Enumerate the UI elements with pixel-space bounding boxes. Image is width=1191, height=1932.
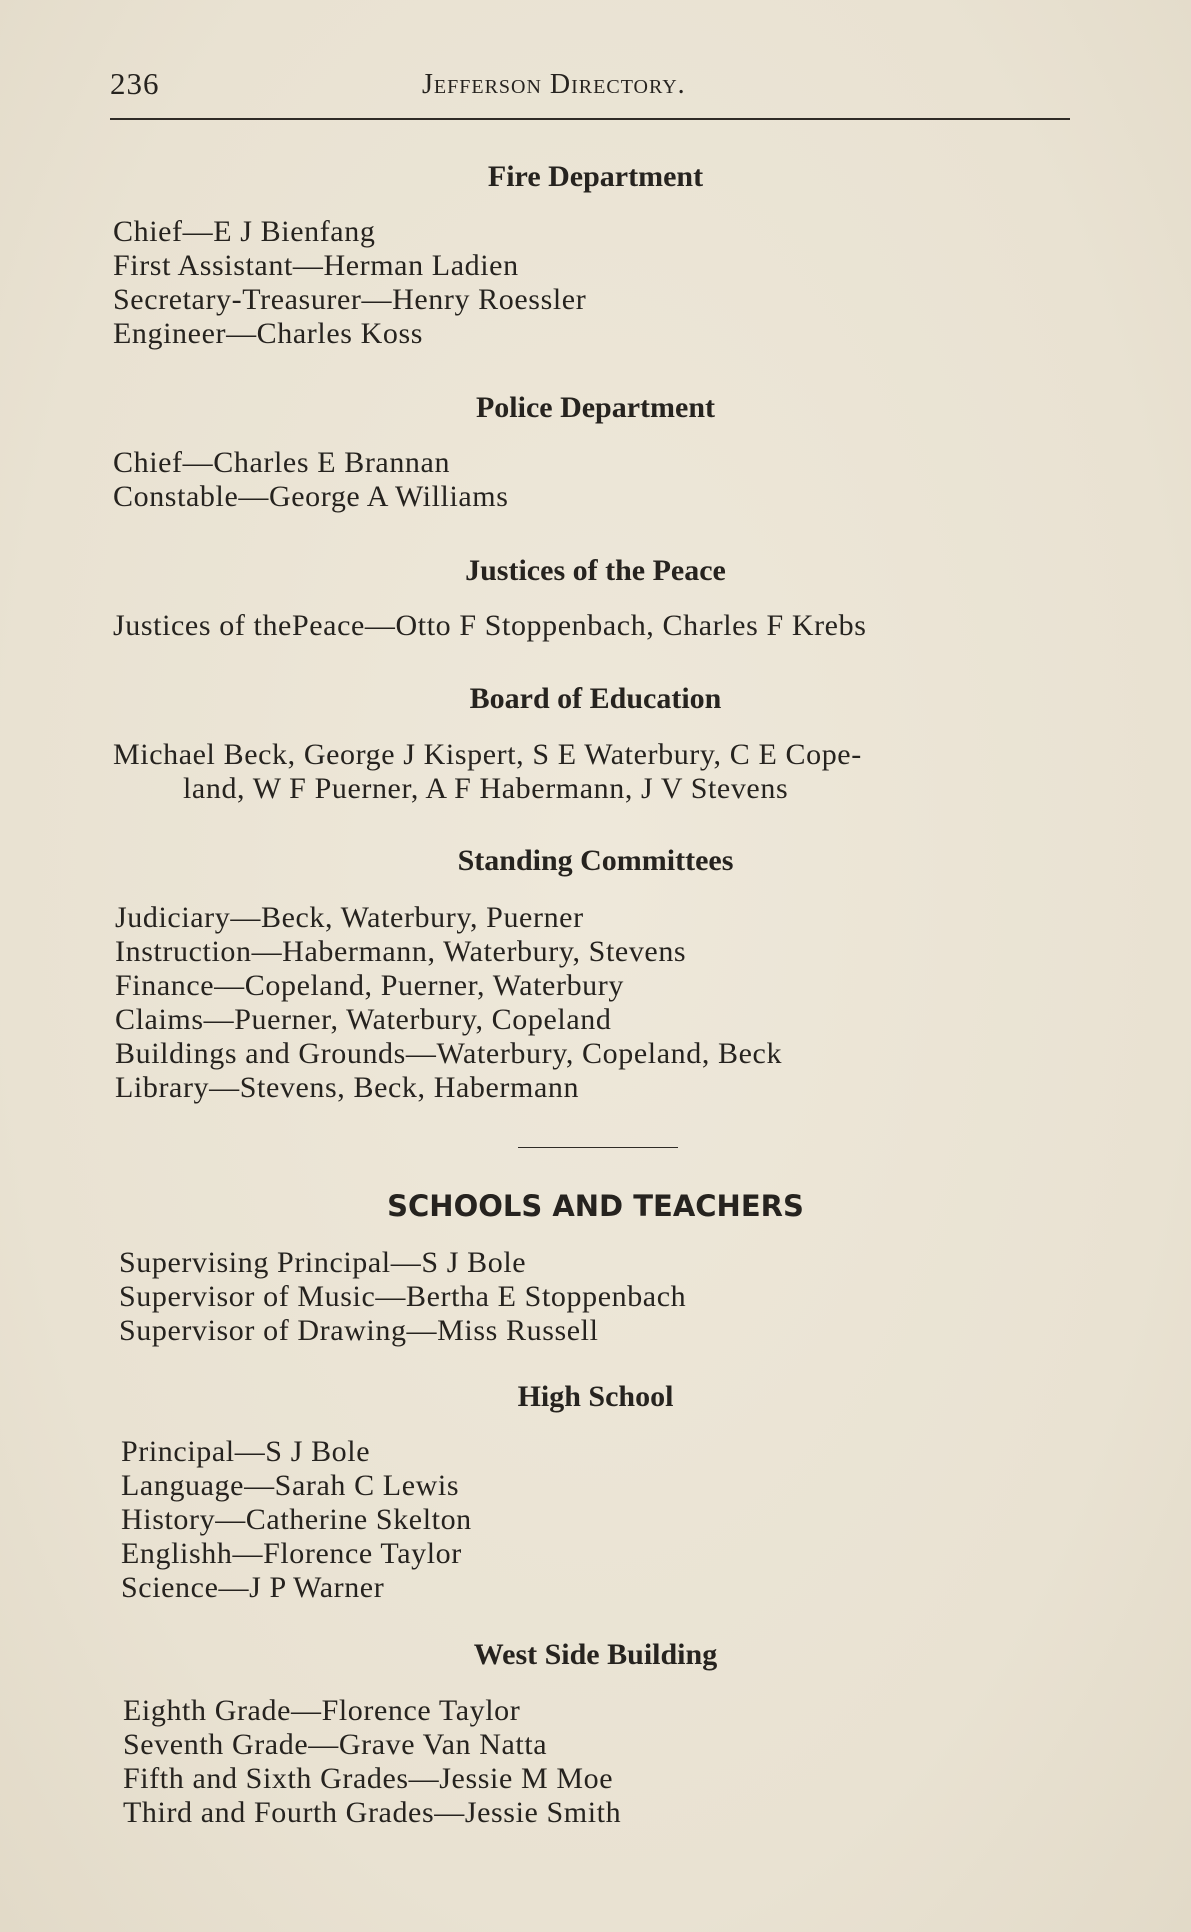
standing-committees-heading: Standing Committees: [457, 844, 734, 877]
justices-list: [113, 609, 866, 643]
list-item: Supervisor of Drawing—Miss Russell: [119, 1314, 599, 1347]
list-item: Englishh—Florence Taylor: [121, 1537, 462, 1570]
list-item: Justices of thePeace—Otto F Stoppenbach, Charles F Krebs: [113, 609, 867, 642]
list-item: First Assistant—Herman Ladien: [113, 249, 519, 282]
list-item: Seventh Grade—Grave Van Natta: [123, 1728, 548, 1761]
list-item: Fifth and Sixth Grades—Jessie M Moe: [123, 1762, 614, 1795]
west-side-building-heading: West Side Building: [473, 1638, 718, 1671]
list-item: Language—Sarah C Lewis: [121, 1469, 460, 1502]
police-department-list: [113, 446, 509, 514]
list-item: Secretary-Treasurer—Henry Roessler: [113, 283, 587, 316]
list-item: History—Catherine Skelton: [121, 1503, 472, 1536]
list-item: Eighth Grade—Florence Taylor: [123, 1694, 521, 1727]
board-of-education-members: [113, 737, 862, 805]
fire-department-heading: Fire Department: [487, 160, 704, 193]
list-item: Finance—Copeland, Puerner, Waterbury: [115, 969, 624, 1002]
board-of-education-heading: Board of Education: [469, 682, 722, 715]
list-item: Science—J P Warner: [121, 1571, 385, 1604]
page-header: [110, 66, 1070, 120]
list-item: Library—Stevens, Beck, Habermann: [115, 1071, 580, 1104]
police-department-heading: Police Department: [475, 391, 716, 424]
justices-heading: Justices of the Peace: [465, 554, 726, 587]
list-item: Principal—S J Bole: [121, 1435, 371, 1468]
list-item: Buildings and Grounds—Waterbury, Copeland, Beck: [115, 1037, 783, 1070]
list-item: Instruction—Habermann, Waterbury, Stevens: [115, 935, 687, 968]
list-item: Judiciary—Beck, Waterbury, Puerner: [115, 901, 584, 934]
list-item: Chief—Charles E Brannan: [113, 446, 451, 479]
list-item: Claims—Puerner, Waterbury, Copeland: [115, 1003, 612, 1036]
list-item: Supervisor of Music—Bertha E Stoppenbach: [119, 1280, 687, 1313]
list-item: Chief—E J Bienfang: [113, 215, 376, 248]
members-line-continued: land, W F Puerner, A F Habermann, J V Stevens: [183, 772, 789, 805]
members-line: Michael Beck, George J Kispert, S E Waterbury, C E Cope-: [113, 738, 862, 771]
list-item: Engineer—Charles Koss: [113, 317, 424, 350]
list-item: Constable—George A Williams: [113, 480, 509, 513]
fire-department-list: [113, 215, 586, 351]
schools-supervisors-list: [119, 1246, 686, 1348]
standing-committees-list: [115, 901, 782, 1105]
high-school-list: [121, 1435, 472, 1605]
list-item: Third and Fourth Grades—Jessie Smith: [123, 1796, 622, 1829]
section-divider: [518, 1147, 678, 1148]
high-school-heading: High School: [517, 1380, 674, 1413]
west-side-building-list: [123, 1694, 621, 1830]
schools-and-teachers-heading: SCHOOLS AND TEACHERS: [387, 1189, 804, 1223]
list-item: Supervising Principal—S J Bole: [119, 1246, 527, 1279]
running-head: Jefferson Directory.: [422, 69, 686, 100]
page-number: 236: [110, 66, 160, 101]
